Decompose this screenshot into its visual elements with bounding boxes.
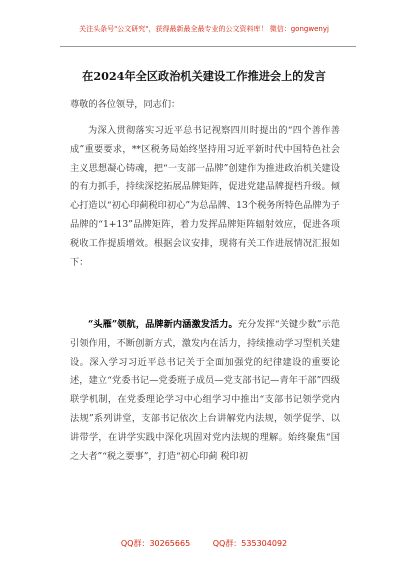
paragraph-2-lead: “头雁”领航，品牌新内涵激发活力。	[88, 319, 238, 330]
document-title: 在2024年全区政治机关建设工作推进会上的发言	[82, 69, 326, 83]
salutation: 尊敬的各位领导，同志们：	[70, 99, 181, 110]
footer	[0, 538, 408, 549]
footer-qq-group-2: QQ群：535304092	[212, 539, 288, 548]
paragraph-2-body: 充分发挥“关键少数”示范引领作用，不断创新方式，激发内在活力，持续推动学习型机关建设。深入学习习近平总书记关于全面加强党的纪律建设的重要论述，建立“党委书记—党委班子成员—党支部书记—青年干部”四级联学机制，在党委理论学习中心组学习中推出“支部书记领学党内法规”系列讲堂，支部书记依次上台讲解党内法规，领学促学、以讲带学，在讲学实践中深化巩固对党内法规的理解。始终聚焦“国之大者”“税之要事”，打造“初心印蓟 税印初	[70, 319, 340, 462]
header-note: 关注头条号"公文研究"，获得最新最全最专业的公文资料库！ 微信：gongwenyj	[79, 25, 329, 33]
paragraph-1: 为深入贯彻落实习近平总书记视察四川时提出的“四个善作善成”重要要求，**区税务局始终坚持用习近平新时代中国特色社会主义思想凝心铸魂，把“一支部一品牌”创建作为推进政治机关建设的有力抓手，持续深挖拓展品牌矩阵，促进党建品牌提档升级。倾心打造以“初心印蓟税印初心”为总品牌、13个税务所特色品牌为子品牌的“1+13”品牌矩阵，着力发挥品牌矩阵辐射效应，促进各项税收工作提质增效。根据会议安排，现将有关工作进展情况汇报如下：	[70, 125, 340, 268]
footer-qq-group-1: QQ群：30265665	[120, 539, 191, 548]
header-divider	[60, 46, 356, 47]
paragraph-2	[70, 316, 340, 466]
